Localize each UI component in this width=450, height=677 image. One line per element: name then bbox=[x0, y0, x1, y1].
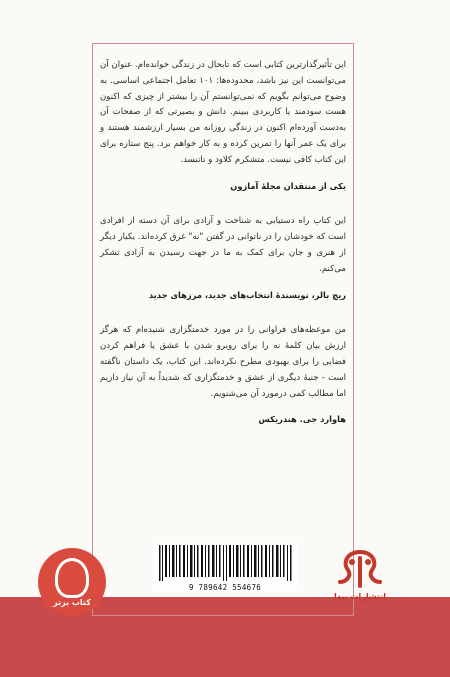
quote-attribution-2: ریچ بالر، نویسندهٔ انتخاب‌های جدید، مرزهای جدید bbox=[148, 289, 346, 300]
quote-attribution-3: هاوارد جی. هندریکس bbox=[258, 414, 346, 425]
publisher-left-label: کتاب برتر bbox=[53, 598, 91, 607]
isbn-barcode bbox=[153, 543, 297, 591]
publisher-logo-right bbox=[314, 548, 406, 612]
quote-block-1 bbox=[100, 58, 346, 194]
quote-block-2 bbox=[100, 214, 346, 303]
publisher-logo-left bbox=[38, 548, 106, 616]
barcode-bars-icon bbox=[153, 543, 297, 583]
isbn-number: 9 789642 554676 bbox=[188, 583, 262, 592]
flame-icon bbox=[55, 558, 89, 598]
publisher-mark-icon bbox=[332, 548, 388, 590]
quote-block-3 bbox=[100, 323, 346, 428]
blurb-area bbox=[100, 58, 346, 448]
quote-text-3: من موعظه‌های فراوانی را در مورد خدمتگزاری شنیده‌ام که هرگز ارزش بیان کلمهٔ نه را برای روبرو شدن با عشق یا فراهم کردن فضایی را برای بهبودی مطرح نکرده‌اند. این کتاب، یک داستان ناگفته است - جنبهٔ دیگری از عشق و خدمتگزاری که شدیداً به آن نیاز داریم اما مطالب کمی درمورد آن می‌شنویم. bbox=[100, 325, 346, 399]
quote-attribution-1: یکی از منتقدان مجلهٔ آمازون bbox=[230, 180, 346, 191]
quote-text-2: این کتاب راه دستیابی به شناخت و آزادی برای آن دسته از افرادی است که خودشان را در ناتوانی در گفتن "نه" غرق کرده‌اند. یکبار دیگر از هنری و جان برای کمک به ما در جهت رسیدن به آزادی تشکر می‌کنم. bbox=[100, 216, 346, 274]
publisher-right-label: انتشارات پیدا bbox=[334, 592, 386, 601]
quote-text-1: این تأثیرگذارترین کتابی است که تابحال در زندگی خوانده‌ام. عنوان آن می‌توانست این نیز باشد، محدوده‌ها: ۱۰۱ تعامل اجتماعی اساسی. به وضوح می‌توانم بگویم که نمی‌توانستم آن را بیشتر از چیزی که اکنون هست سودمند یا کاربردی ببینم. دانش و بصیرتی که از صفحات آن به‌دست آورده‌ام اکنون در زندگی روزانه من بسیار ارزشمند هستند و برای یک عمر آنها را تمرین کرده و به کار خواهم برد. پنج ستاره برای این کتاب کافی نیست. متشکرم کلاود و تاننسد. bbox=[100, 60, 346, 165]
